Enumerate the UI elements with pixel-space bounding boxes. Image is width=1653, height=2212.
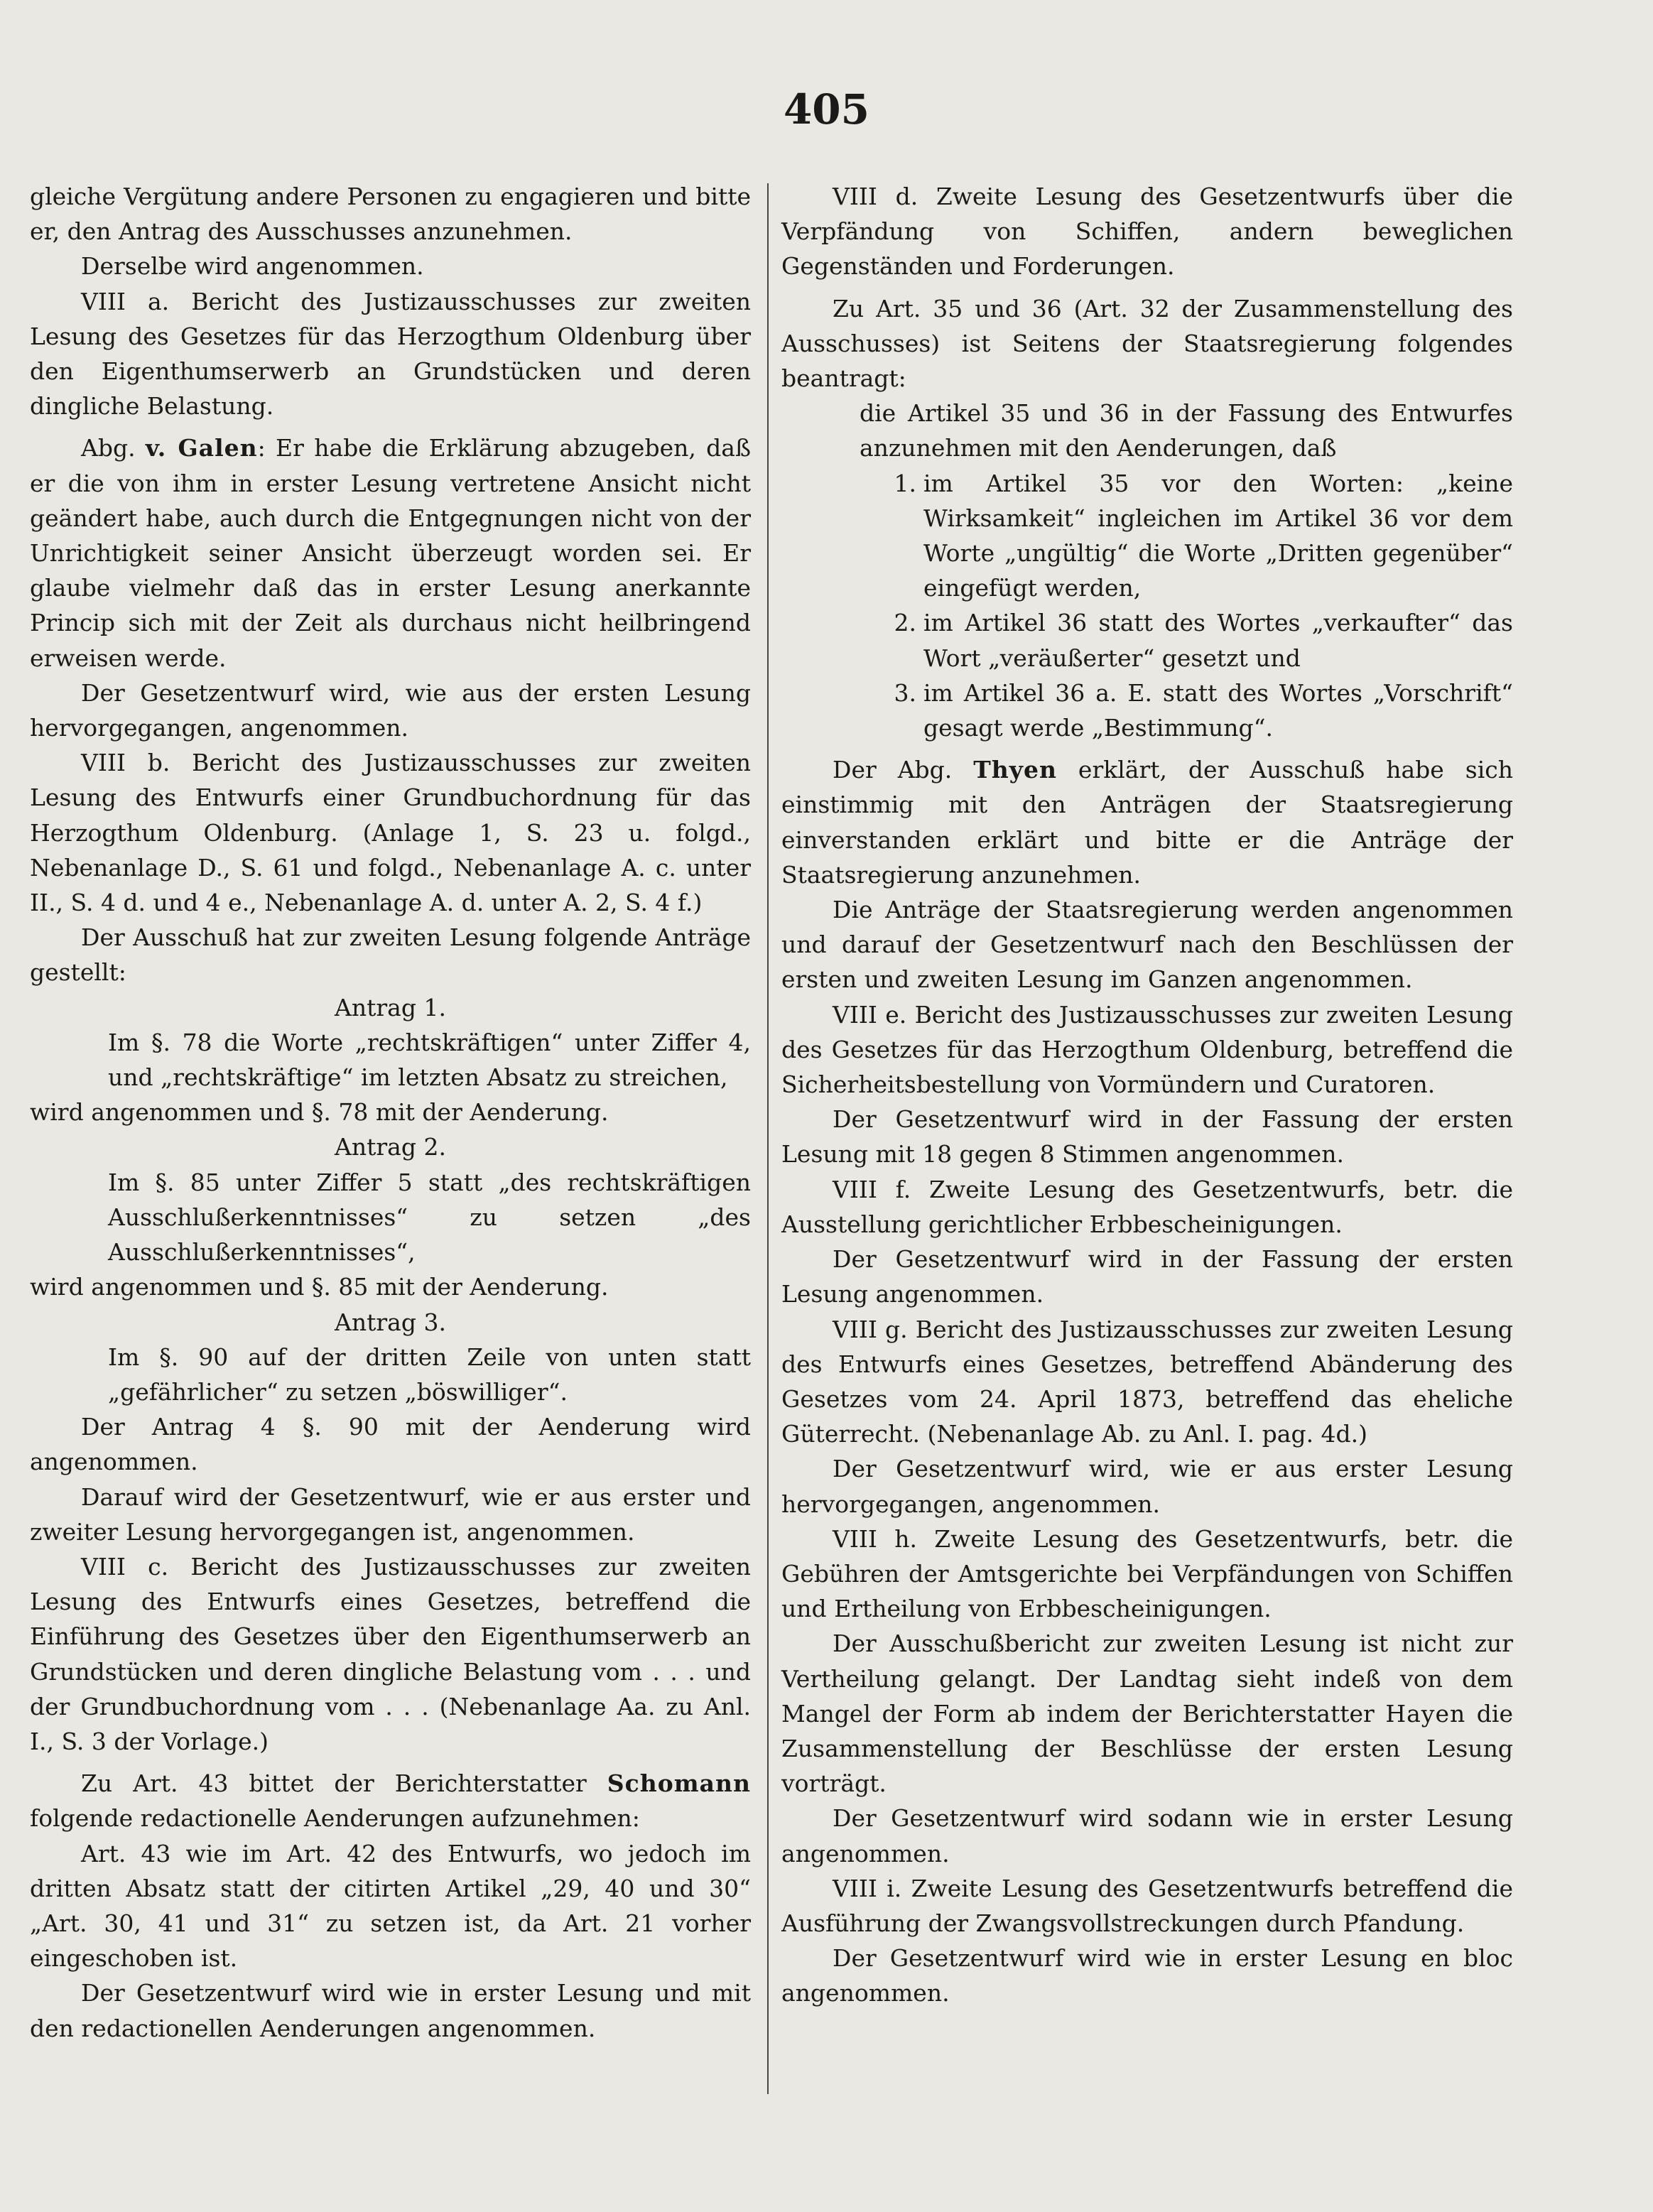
speech-paragraph — [781, 1626, 1513, 1801]
column-divider — [767, 183, 769, 2094]
agenda-item-viii-f: VIII f. Zweite Lesung des Gesetzentwurfs, betr. die Ausstellung gerichtlicher Erbbescheinigungen. — [781, 1175, 1513, 1238]
agenda-item-viii-c: VIII c. Bericht des Justizausschusses zur zweiten Lesung des Entwurfs eines Gesetzes, betreffend die Einführung des Gesetzes über den Eigenthumserwerb an Grundstücken und deren dingliche Belastung vom . . . und der Grundbuchordnung vom . . . (Nebenanlage Aa. zu Anl. I., S. 3 der Vorlage.) — [30, 1552, 751, 1755]
agenda-item-viii-d: VIII d. Zweite Lesung des Gesetzentwurfs über die Verpfändung von Schiffen, andern beweglichen Gegenständen und Forderungen. — [781, 183, 1513, 281]
text: folgende redactionelle Aenderungen aufzunehmen: — [30, 1804, 640, 1833]
paragraph: Der Gesetzentwurf wird wie in erster Lesung en bloc angenommen. — [781, 1944, 1513, 2007]
list-item — [877, 466, 1513, 606]
paragraph: Zu Art. 35 und 36 (Art. 32 der Zusammenstellung des Ausschusses) ist Seitens der Staatsregierung folgendes beantragt: — [781, 294, 1513, 393]
paragraph: Darauf wird der Gesetzentwurf, wie er aus erster und zweiter Lesung hervorgegangen ist, angenommen. — [30, 1482, 751, 1546]
list-text: im Artikel 35 vor den Worten: „keine Wirksamkeit“ ingleichen im Artikel 36 vor dem Worte „ungültig“ die Worte „Dritten gegenüber“ eingefügt werden, — [923, 469, 1513, 602]
list-item — [877, 676, 1513, 745]
agenda-item-viii-i: VIII i. Zweite Lesung des Gesetzentwurfs betreffend die Ausführung der Zwangsvollstreckungen durch Pfandung. — [781, 1874, 1513, 1937]
paragraph: Der Antrag 4 §. 90 mit der Aenderung wird angenommen. — [30, 1413, 751, 1476]
list-text: im Artikel 36 statt des Wortes „verkaufter“ das Wort „veräußerter“ gesetzt und — [923, 609, 1513, 672]
paragraph: Der Gesetzentwurf wird, wie er aus erster Lesung hervorgegangen, angenommen. — [781, 1455, 1513, 1518]
motion-title: Antrag 3. — [335, 1308, 446, 1336]
paragraph: gleiche Vergütung andere Personen zu engagieren und bitte er, den Antrag des Ausschusses anzunehmen. — [30, 183, 751, 246]
list-number: 3. — [894, 678, 916, 707]
text: Der Abg. — [833, 756, 974, 784]
text: Abg. — [81, 434, 146, 462]
paragraph: Der Gesetzentwurf wird in der Fassung der ersten Lesung angenommen. — [781, 1245, 1513, 1308]
motion-title: Antrag 2. — [335, 1133, 446, 1161]
motion-text: Im §. 85 unter Ziffer 5 statt „des rechtskräftigen Ausschlußerkenntnisses“ zu setzen „des Ausschlußerkenntnisses“, — [108, 1168, 751, 1267]
motion-title: Antrag 1. — [335, 993, 446, 1021]
speaker-name: v. Galen — [145, 434, 258, 462]
paragraph: Der Gesetzentwurf wird wie in erster Lesung und mit den redactionellen Aenderungen angenommen. — [30, 1979, 751, 2042]
paragraph: Der Gesetzentwurf wird, wie aus der ersten Lesung hervorgegangen, angenommen. — [30, 678, 751, 742]
list-number: 2. — [894, 609, 916, 637]
agenda-item-viii-e: VIII e. Bericht des Justizausschusses zur zweiten Lesung des Gesetzes für das Herzogthum Oldenburg, betreffend die Sicherheitsbestellung von Vormündern und Curatoren. — [781, 1000, 1513, 1099]
motion-text: Im §. 90 auf der dritten Zeile von unten statt „gefährlicher“ zu setzen „böswilliger“. — [108, 1343, 751, 1406]
text: Der Ausschußbericht zur zweiten Lesung ist nicht zur Vertheilung gelangt. Der Landtag sieht indeß von dem Mangel der Form ab indem der Berichterstatter — [781, 1630, 1513, 1728]
speech-paragraph — [781, 752, 1513, 892]
agenda-item-viii-a: VIII a. Bericht des Justizausschusses zur zweiten Lesung des Gesetzes für das Herzogthum Oldenburg über den Eigenthumserwerb an Grundstücken und deren dingliche Belastung. — [30, 287, 751, 421]
text: : Er habe die Erklärung abzugeben, daß er die von ihm in erster Lesung vertretene Ansicht nicht geändert habe, auch durch die Entgegnungen nicht von der Unrichtigkeit seiner Ansicht überzeugt worden sei. Er glaube vielmehr daß das in erster Lesung anerkannte Princip sich mit der Zeit als durchaus nicht heilbringend erweisen werde. — [30, 434, 751, 672]
numbered-list — [877, 466, 1513, 746]
agenda-item-viii-h: VIII h. Zweite Lesung des Gesetzentwurfs, betr. die Gebühren der Amtsgerichte bei Verpfändungen von Schiffen und Ertheilung von Erbbescheinigungen. — [781, 1524, 1513, 1623]
speaker-name: Thyen — [973, 756, 1057, 784]
paragraph: Art. 43 wie im Art. 42 des Entwurfs, wo jedoch im dritten Absatz statt der citirten Artikel „29, 40 und 30“ „Art. 30, 41 und 31“ zu setzen ist, da Art. 21 vorher eingeschoben ist. — [30, 1839, 751, 1973]
list-number: 1. — [894, 469, 916, 497]
text: erklärt, der Ausschuß habe sich einstimmig mit den Anträgen der Staatsregierung einverstanden erklärt und bitte er die Anträge der Staatsregierung anzunehmen. — [781, 756, 1514, 889]
motion-text: Im §. 78 die Worte „rechtskräftigen“ unter Ziffer 4, und „rechtskräftige“ im letzten Absatz zu streichen, — [108, 1028, 751, 1092]
speaker-name: Schomann — [607, 1769, 751, 1798]
right-column — [781, 179, 1513, 2011]
paragraph: Der Gesetzentwurf wird sodann wie in erster Lesung angenommen. — [781, 1804, 1513, 1867]
left-column — [30, 179, 751, 2046]
list-item — [877, 605, 1513, 675]
list-text: im Artikel 36 a. E. statt des Wortes „Vorschrift“ gesagt werde „Bestimmung“. — [923, 678, 1513, 742]
speech-paragraph — [30, 1766, 751, 1836]
paragraph: Der Gesetzentwurf wird in der Fassung der ersten Lesung mit 18 gegen 8 Stimmen angenommen. — [781, 1105, 1513, 1169]
paragraph: Derselbe wird angenommen. — [81, 252, 424, 281]
paragraph: Die Anträge der Staatsregierung werden angenommen und darauf der Gesetzentwurf nach den Beschlüssen der ersten und zweiten Lesung im Ganzen angenommen. — [781, 896, 1513, 994]
speaker-name: Hayen — [1385, 1699, 1466, 1728]
agenda-item-viii-b: VIII b. Bericht des Justizausschusses zur zweiten Lesung des Entwurfs einer Grundbuchordnung für das Herzogthum Oldenburg. (Anlage 1, S. 23 u. folgd., Nebenanlage D., S. 61 und folgd., Nebenanlage A. c. unter II., S. 4 d. und 4 e., Nebenanlage A. d. unter A. 2, S. 4 f.) — [30, 749, 751, 917]
paragraph: Der Ausschuß hat zur zweiten Lesung folgende Anträge gestellt: — [30, 923, 751, 987]
text: die Zusammenstellung der Beschlüsse der ersten Lesung vorträgt. — [781, 1699, 1513, 1798]
speech-paragraph — [30, 430, 751, 675]
agenda-item-viii-g: VIII g. Bericht des Justizausschusses zur zweiten Lesung des Entwurfs eines Gesetzes, betreffend Abänderung des Gesetzes vom 24. April 1873, betreffend das eheliche Güterrecht. (Nebenanlage Ab. zu Anl. I. pag. 4d.) — [781, 1315, 1513, 1448]
page-number: 405 — [783, 85, 870, 134]
motion-result: wird angenommen und §. 78 mit der Aenderung. — [30, 1098, 609, 1127]
motion-result: wird angenommen und §. 85 mit der Aenderung. — [30, 1273, 609, 1301]
motion-text: die Artikel 35 und 36 in der Fassung des Entwurfes anzunehmen mit den Aenderungen, daß — [860, 399, 1513, 462]
text: Zu Art. 43 bittet der Berichterstatter — [81, 1769, 607, 1798]
